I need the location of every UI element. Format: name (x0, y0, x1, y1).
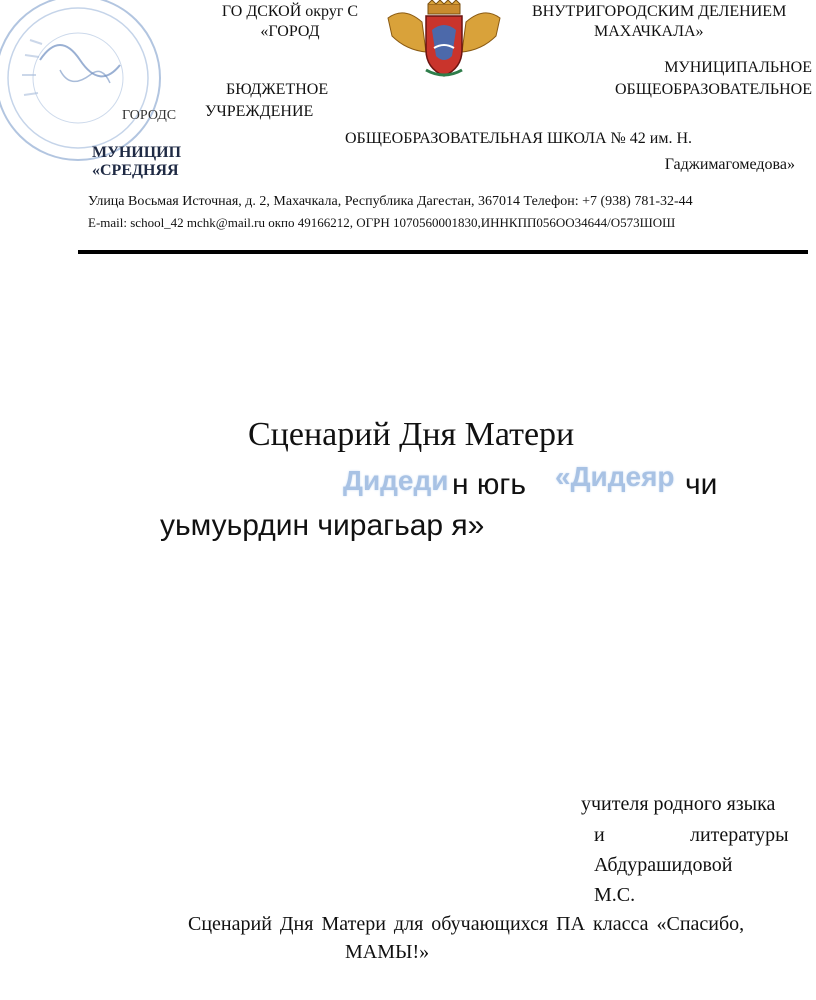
stamp-text-gorod: ГОРОДС (122, 108, 177, 123)
subtitle-part-1: н югь (452, 468, 526, 501)
contacts-email-line: E-mail: school_42 mchk@mail.ru окпо 49166212, ОГРН 1070560001830,ИННКПП056ОО34644/О573ШОШ (88, 215, 676, 230)
subtitle-ghost-1: Дидеди (343, 465, 449, 496)
header-institution: УЧРЕЖДЕНИЕ (205, 103, 314, 120)
author-line2-word: литературы (690, 824, 789, 846)
header-school-line2: Гаджимагомедова» (664, 156, 795, 173)
stamp-text-municip: МУНИЦИП (92, 144, 182, 161)
header-divider (78, 250, 808, 254)
header-right-line1: ВНУТРИГОРОДСКИМ ДЕЛЕНИЕМ (532, 3, 787, 20)
coat-of-arms-icon (386, 0, 502, 80)
footer-line1: Сценарий Дня Матери для обучающихся ПА класса «Спасибо, (188, 913, 745, 935)
school-stamp (0, 0, 200, 190)
header-left-line1: ГО ДСКОЙ округ С (221, 3, 359, 20)
subtitle-ghost-2: «Дидеяр (555, 461, 675, 492)
author-line1: учителя родного языка (581, 793, 776, 815)
author-line3: Абдурашидовой (594, 854, 733, 876)
header-school-line1: ОБЩЕОБРАЗОВАТЕЛЬНАЯ ШКОЛА № 42 им. Н. (345, 130, 693, 147)
header-municipal: МУНИЦИПАЛЬНОЕ (664, 59, 812, 76)
subtitle-part-2: чи (685, 468, 718, 501)
author-line2-conj: и (594, 824, 605, 846)
document-title: Сценарий Дня Матери (248, 416, 575, 453)
header-left-line2: «ГОРОД (260, 23, 320, 40)
header-right-line2: МАХАЧКАЛА» (594, 23, 704, 40)
header-general-ed: ОБЩЕОБРАЗОВАТЕЛЬНОЕ (614, 81, 812, 98)
city-coat-of-arms (386, 0, 502, 80)
footer-line2: МАМЫ!» (345, 941, 430, 963)
contacts-address: Улица Восьмая Источная, д. 2, Махачкала, Республика Дагестан, 367014 Телефон: +7 (938) 781-32-44 (88, 194, 693, 209)
stamp-text-srednyaya: «СРЕДНЯЯ (92, 162, 179, 179)
author-line4: М.С. (594, 884, 636, 906)
subtitle-line-2: уьмуьрдин чирагьар я» (160, 509, 485, 542)
header-budget: БЮДЖЕТНОЕ (226, 81, 329, 98)
